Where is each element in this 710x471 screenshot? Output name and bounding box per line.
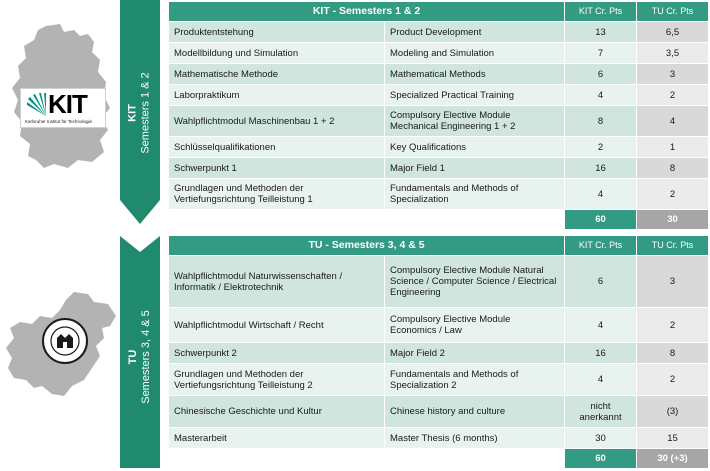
tu-semester-banner (120, 236, 160, 468)
table-row (169, 343, 709, 364)
tu-credits: (3) (637, 396, 709, 428)
kit-credits-table (168, 1, 709, 230)
kit-credits-total: 60 (565, 449, 637, 469)
totals-row (169, 449, 709, 469)
table-row (169, 43, 709, 64)
course-german: Chinesische Geschichte und Kultur (169, 396, 385, 428)
course-english: Compulsory Elective Module Economics / Law (385, 308, 565, 343)
tu-credits: 2 (637, 308, 709, 343)
tu-credits: 8 (637, 158, 709, 179)
kit-credits: 8 (565, 106, 637, 137)
table-row (169, 137, 709, 158)
kit-credits: 16 (565, 158, 637, 179)
table-row (169, 22, 709, 43)
kit-credits: 7 (565, 43, 637, 64)
course-german: Grundlagen und Methoden der Vertiefungsrichtung Teilleistung 2 (169, 364, 385, 396)
course-german: Schlüsselqualifikationen (169, 137, 385, 158)
tu-credits: 2 (637, 85, 709, 106)
tu-credits: 1 (637, 137, 709, 158)
table-row (169, 308, 709, 343)
table-row (169, 158, 709, 179)
kit-credits: 4 (565, 179, 637, 210)
course-english: Major Field 1 (385, 158, 565, 179)
tu-credits: 3 (637, 64, 709, 85)
tu-credits: 2 (637, 364, 709, 396)
course-german: Wahlpflichtmodul Naturwissenschaften / Informatik / Elektrotechnik (169, 256, 385, 308)
tu-credits: 2 (637, 179, 709, 210)
course-german: Wahlpflichtmodul Maschinenbau 1 + 2 (169, 106, 385, 137)
course-english: Compulsory Elective Module Mechanical Engineering 1 + 2 (385, 106, 565, 137)
university-seal-icon (42, 318, 88, 364)
kit-credits-header: KIT Cr. Pts (565, 2, 637, 22)
tu-table-title: TU - Semesters 3, 4 & 5 (169, 236, 565, 256)
tu-credits: 4 (637, 106, 709, 137)
kit-credits: 6 (565, 256, 637, 308)
course-english: Fundamentals and Methods of Specialization (385, 179, 565, 210)
course-english: Chinese history and culture (385, 396, 565, 428)
course-german: Schwerpunkt 1 (169, 158, 385, 179)
kit-credits: 30 (565, 428, 637, 449)
banner-tu-title: TU (127, 349, 140, 365)
table-row (169, 179, 709, 210)
tu-credits: 15 (637, 428, 709, 449)
course-german: Wahlpflichtmodul Wirtschaft / Recht (169, 308, 385, 343)
tu-credits: 6,5 (637, 22, 709, 43)
table-row (169, 364, 709, 396)
table-row (169, 256, 709, 308)
kit-credits: 6 (565, 64, 637, 85)
course-german: Laborpraktikum (169, 85, 385, 106)
kit-credits: 16 (565, 343, 637, 364)
course-german: Produktentstehung (169, 22, 385, 43)
kit-credits: 13 (565, 22, 637, 43)
tu-credits-header: TU Cr. Pts (637, 236, 709, 256)
totals-row (169, 210, 709, 230)
course-english: Master Thesis (6 months) (385, 428, 565, 449)
course-german: Grundlagen und Methoden der Vertiefungsrichtung Teilleistung 1 (169, 179, 385, 210)
kit-credits: nicht anerkannt (565, 396, 637, 428)
table-row (169, 64, 709, 85)
table-row (169, 428, 709, 449)
kit-credits-total: 60 (565, 210, 637, 230)
course-german: Mathematische Methode (169, 64, 385, 85)
course-english: Modeling and Simulation (385, 43, 565, 64)
kit-wordmark: KIT (48, 89, 87, 119)
banner-kit-title: KIT (127, 104, 140, 122)
course-german: Schwerpunkt 2 (169, 343, 385, 364)
kit-credits-header: KIT Cr. Pts (565, 236, 637, 256)
course-english: Key Qualifications (385, 137, 565, 158)
kit-credits: 4 (565, 364, 637, 396)
kit-logo (20, 88, 106, 128)
course-english: Fundamentals and Methods of Specialization 2 (385, 364, 565, 396)
course-english: Major Field 2 (385, 343, 565, 364)
kit-credits: 4 (565, 308, 637, 343)
table-row (169, 396, 709, 428)
table-row (169, 85, 709, 106)
tu-credits-total: 30 (+3) (637, 449, 709, 469)
kit-fan-icon (25, 92, 47, 118)
tu-credits: 3 (637, 256, 709, 308)
course-english: Product Development (385, 22, 565, 43)
tu-credits: 3,5 (637, 43, 709, 64)
course-english: Compulsory Elective Module Natural Science / Computer Science / Electrical Engineering (385, 256, 565, 308)
tu-credits: 8 (637, 343, 709, 364)
kit-table-title: KIT - Semesters 1 & 2 (169, 2, 565, 22)
banner-tu-subtitle: Semesters 3, 4 & 5 (140, 310, 153, 404)
course-german: Masterarbeit (169, 428, 385, 449)
tu-credits-table (168, 235, 709, 469)
course-english: Mathematical Methods (385, 64, 565, 85)
course-german: Modellbildung und Simulation (169, 43, 385, 64)
kit-credits: 2 (565, 137, 637, 158)
kit-subtitle: Karlsruher Institut für Technologie (25, 119, 92, 124)
tu-credits-total: 30 (637, 210, 709, 230)
kit-semester-banner (120, 0, 160, 226)
course-english: Specialized Practical Training (385, 85, 565, 106)
tu-credits-header: TU Cr. Pts (637, 2, 709, 22)
banner-kit-subtitle: Semesters 1 & 2 (140, 72, 153, 154)
kit-credits: 4 (565, 85, 637, 106)
table-row (169, 106, 709, 137)
